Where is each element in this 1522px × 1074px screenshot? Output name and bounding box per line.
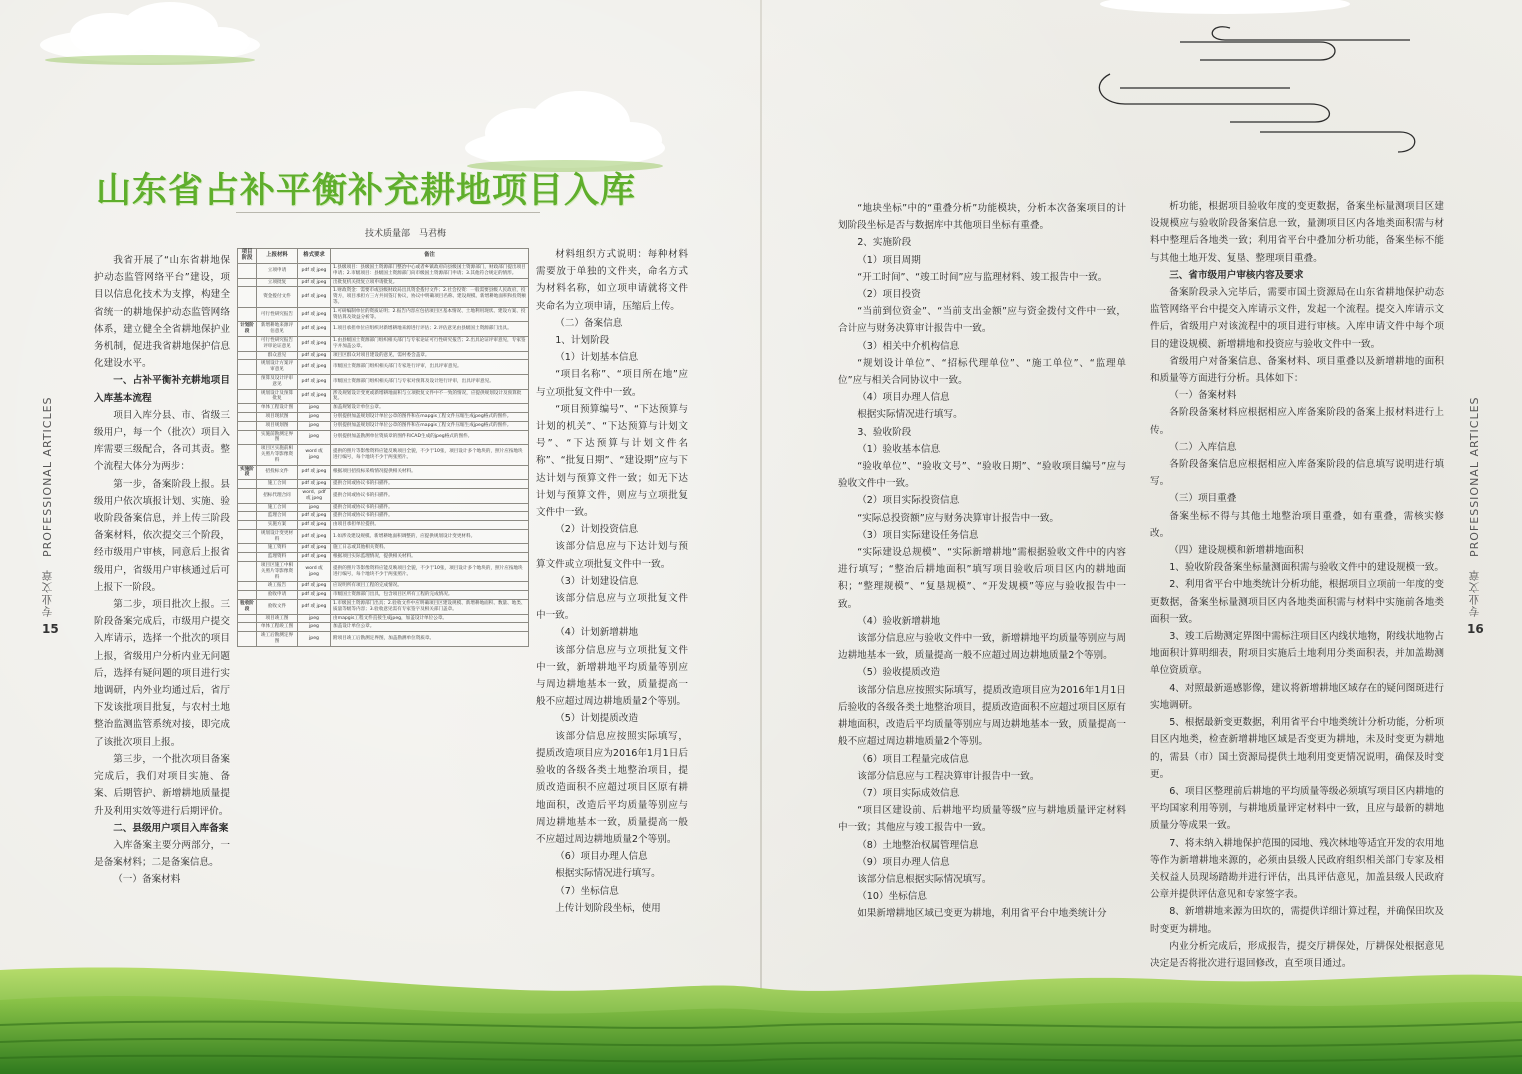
paragraph: （9）项目办理人信息: [857, 856, 950, 868]
paragraph: （3）相关中介机构信息: [857, 340, 960, 352]
table-header: 格式要求: [298, 249, 331, 264]
section-label-right: 专业文章 PROFESSIONAL ARTICLES: [1468, 396, 1481, 617]
table-row: [238, 307, 529, 322]
table-cell-material: 规划设计变更材料: [257, 529, 298, 544]
table-cell-note: 提供的照片等影像资料应能反映项目全貌，不少于10张，项目设计多个地块的，照片应按地块进行编号，每个地块不少于两张照片。: [331, 562, 529, 582]
table-cell-stage: [238, 512, 257, 521]
paragraph: （6）项目办理人信息: [555, 851, 648, 863]
table-cell-stage: [238, 553, 257, 562]
table-cell-note: 提供的照片等影像资料应能反映项目全貌，不少于10张，项目设计多个地块的，照片应按地块进行编号，每个地块不少于两张照片。: [331, 445, 529, 465]
table-cell-format: word、pdf 或 jpeg: [298, 488, 331, 503]
table-cell-note: 出批复机关批复立项申请批复。: [331, 278, 529, 287]
paragraph: 该部分信息应与工程决算审计报告中一致。: [857, 770, 1040, 782]
table-cell-material: 验收申请: [257, 591, 298, 600]
table-cell-note: 1.如涉及建设规模、新增耕地面积调整的，应提供规划设计变更材料。: [331, 529, 529, 544]
table-row: [238, 488, 529, 503]
table-cell-material: 实施前勘测定界图: [257, 430, 298, 445]
table-cell-material: 项目区实施前相关照片等影像资料: [257, 445, 298, 465]
paragraph: （5）验收提质改造: [857, 667, 941, 679]
paragraph: （8）土地整治权属管理信息: [857, 839, 979, 851]
table-row: [238, 600, 529, 615]
paragraph: 该部分信息应与立项批复文件中一致。: [536, 593, 688, 622]
table-cell-stage: [238, 488, 257, 503]
table-row: [238, 421, 529, 430]
paragraph: 该部分信息应与验收文件中一致，新增耕地平均质量等别应与周边耕地基本一致，质量提高一般不应超过周边耕地质量2个等别。: [838, 633, 1126, 662]
table-row: [238, 445, 529, 465]
table-cell-format: pdf 或 jpeg: [298, 278, 331, 287]
table-row: [238, 521, 529, 530]
table-cell-note: 根据项目招投标采购情况提供相关材料。: [331, 465, 529, 480]
text-column-5: [1150, 198, 1444, 972]
paragraph: （三）项目重叠: [1169, 493, 1237, 505]
paragraph: （1）计划基本信息: [555, 352, 639, 364]
table-row: [238, 465, 529, 480]
table-row: [238, 503, 529, 512]
table-row: [238, 374, 529, 389]
table-row: [238, 351, 529, 360]
table-cell-note: 提供合同或协议书的扫描件。: [331, 488, 529, 503]
table-cell-stage: [238, 404, 257, 413]
paragraph: 2、利用省平台中地类统计分析功能，根据项目立项前一年度的变更数据，备案坐标量测项目区内各地类面积需与材料中实施前各地类面积一致。: [1150, 579, 1444, 625]
table-row: [238, 562, 529, 582]
table-cell-material: 监理合同: [257, 512, 298, 521]
table-cell-note: 提供合同或协议书的扫描件。: [331, 480, 529, 489]
paragraph: 该部分信息根据实际情况填写。: [857, 873, 992, 885]
paragraph: （3）计划建设信息: [555, 575, 639, 587]
paragraph: 该部分信息应与立项批复文件中一致，新增耕地平均质量等别应与周边耕地基本一致，质量提高一般不应超过周边耕地质量2个等别。: [536, 644, 688, 708]
table-cell-material: 施工资料: [257, 544, 298, 553]
page-number-right: 16: [1467, 622, 1484, 636]
section-heading: 一、占补平衡补充耕地项目入库基本流程: [94, 375, 230, 404]
wind-swirl-decoration: [1080, 12, 1420, 162]
table-cell-format: jpeg: [298, 614, 331, 623]
table-cell-format: pdf 或 jpeg: [298, 582, 331, 591]
table-row: [238, 389, 529, 404]
paragraph: 2、实施阶段: [857, 237, 912, 249]
table-cell-material: 项目区施工中相关照片等影像资料: [257, 562, 298, 582]
table-cell-material: 招标代理合同: [257, 488, 298, 503]
table-cell-stage: [238, 632, 257, 647]
paragraph: “规划设计单位”、“招标代理单位”、“施工单位”、“监理单位”应与相关合同协议中一致。: [838, 357, 1126, 387]
paragraph: 项目入库分县、市、省级三级用户，每一个（批次）项目入库需要三级配合，各司其责。整个流程大体分为两步：: [94, 409, 230, 473]
table-cell-format: pdf 或 jpeg: [298, 287, 331, 307]
table-cell-stage: [238, 264, 257, 279]
table-cell-note: 1.项目承担单位应组织对新增耕地来源进行评估；2.评估意见由县级国土资源部门出具。: [331, 322, 529, 337]
table-cell-note: 附项目竣工后勘测定界图，加盖勘测单位资质章。: [331, 632, 529, 647]
table-cell-note: 1.县级项目：县级国土资源部门整治中心或者乡镇政府向县级国土资源部门，财政部门提出项目申请；2.市级项目：县级国土资源部门向市级国土资源部门申请；3.其他符合规定的情形。: [331, 264, 529, 279]
table-cell-note: 1.市级国土资源部门出具；2.验收文件中应明确项目区建设规模、新增耕地面积、数量、地类、质量等级等内容；3.验收意见需有专家签字及相关部门盖章。: [331, 600, 529, 615]
table-header: 备注: [331, 249, 529, 264]
table-cell-material: 验收文件: [257, 600, 298, 615]
table-header-row: [238, 249, 529, 264]
table-cell-format: pdf 或 jpeg: [298, 360, 331, 375]
paragraph: “开工时间”、“竣工时间”应与监理材料、竣工报告中一致。: [857, 271, 1108, 283]
paragraph: 5、根据最新变更数据，利用省平台中地类统计分析功能，分析项目区内地类，检查新增耕地区域是否变更为耕地，未及时变更为耕地的，需县（市）国土资源局提供土地利用变更情况说明，确保及时变更。: [1150, 717, 1444, 780]
table-cell-stage: [238, 503, 257, 512]
table-row: [238, 322, 529, 337]
table-cell-note: 提供合同或协议书的扫描件。: [331, 512, 529, 521]
table-cell-stage: [238, 591, 257, 600]
table-row: [238, 591, 529, 600]
table-cell-material: 竣工报告: [257, 582, 298, 591]
table-row: [238, 287, 529, 307]
table-row: [238, 360, 529, 375]
paragraph: 3、验收阶段: [857, 426, 912, 438]
article-title: 山东省占补平衡补充耕地项目入库: [96, 171, 637, 211]
page-spine: [760, 0, 762, 1074]
table-cell-material: 立项申请: [257, 264, 298, 279]
paragraph: 省级用户对备案信息、备案材料、项目重叠以及新增耕地的面积和质量等方面进行分析。具体如下：: [1150, 355, 1444, 385]
paragraph: 备案阶段录入完毕后，需要市国土资源局在山东省耕地保护动态监管网络平台中提交入库请示文件，发起一个流程。提交入库请示文件后，省级用户对该流程中的项目进行审核。入库申请文件中每个项目的建设规模、新增耕地和投资应与验收文件中一致。: [1150, 287, 1444, 350]
table-cell-stage: [238, 389, 257, 404]
table-cell-stage: [238, 430, 257, 445]
paragraph: 该部分信息应按照实际填写，提质改造项目应为2016年1月1日后验收的各级各类土地整治项目，提质改造面积不应超过项目区原有耕地面积，改造后平均质量等别应与周边耕地基本一致，质量提高一般不应超过周边耕地质量2个等别。: [536, 730, 688, 845]
table-cell-material: 规划设计及预算批复: [257, 389, 298, 404]
paragraph: （二）入库信息: [1169, 441, 1237, 453]
table-cell-material: 项目现状图: [257, 412, 298, 421]
table-cell-material: 群众意见: [257, 351, 298, 360]
paragraph: （6）项目工程量完成信息: [857, 753, 969, 765]
table-cell-format: jpeg: [298, 632, 331, 647]
paragraph: 备案坐标不得与其他土地整治项目重叠，如有重叠，需核实修改。: [1150, 510, 1444, 539]
table-cell-stage: [238, 614, 257, 623]
table-row: [238, 264, 529, 279]
paragraph: 6、项目区整理前后耕地的平均质量等级必须填写项目区内耕地的平均国家利用等别，与耕地质量评定材料中一致，且应与最新的耕地质量分等成果一致。: [1150, 785, 1444, 832]
paragraph: 1、计划阶段: [555, 335, 610, 347]
paragraph: 析功能，根据项目验收年度的变更数据，备案坐标量测项目区建设规模应与验收阶段备案信息一致，量测项目区内各地类面积需与材料中整理后各地类一致；利用省平台中叠加分析功能，备案坐标不能与其他土地开发、复垦、整理项目重叠。: [1150, 201, 1444, 264]
table-cell-stage: [238, 278, 257, 287]
paragraph: 第二步，项目批次上报。三阶段备案完成后，市级用户提交入库请示，选择一个批次的项目上报，省级用户分析内业无问题后，选择有疑问题的项目进行实地调研，内外业均通过后，省厅下发该批项目批复，与农村土地整治监测监管系统对接，即完成了该批次项目上报。: [94, 599, 230, 748]
paragraph: 该部分信息应按照实际填写，提质改造项目应为2016年1月1日后验收的各级各类土地整治项目，提质改造面积不应超过项目区原有耕地面积，改造后平均质量等别应与周边耕地基本一致，质量提高一般不应超过周边耕地质量2个等别。: [838, 684, 1126, 748]
table-cell-stage: [238, 374, 257, 389]
table-cell-format: pdf 或 jpeg: [298, 529, 331, 544]
table-cell-material: 招投标文件: [257, 465, 298, 480]
section-heading: 三、省市级用户审核内容及要求: [1169, 269, 1304, 281]
paragraph: 8、新增耕地来源为田坎的，需提供详细计算过程，并确保田坎及时变更为耕地。: [1150, 906, 1444, 935]
paragraph: 如果新增耕地区域已变更为耕地，利用省平台中地类统计分: [857, 908, 1107, 920]
table-row: [238, 412, 529, 421]
paragraph: （四）建设规模和新增耕地面积: [1169, 545, 1304, 557]
paragraph: 各阶段备案信息应根据相应入库备案阶段的信息填写说明进行填写。: [1150, 459, 1444, 488]
paragraph: 第三步，一个批次项目备案完成后，我们对项目实施、备案、后期管护、新增耕地质量提升及利用实效等进行后期评价。: [94, 753, 230, 817]
paragraph: 入库备案主要分两部分，一是备案材料；二是备案信息。: [94, 839, 230, 869]
paragraph: （2）计划投资信息: [555, 524, 639, 536]
paragraph: 根据实际情况进行填写。: [555, 868, 661, 880]
table-row: [238, 544, 529, 553]
paragraph: （7）项目实际成效信息: [857, 787, 960, 799]
table-row: [238, 623, 529, 632]
table-cell-stage: [238, 445, 257, 465]
table-cell-stage: [238, 582, 257, 591]
text-column-4: [838, 200, 1126, 923]
table-cell-format: jpeg: [298, 430, 331, 445]
tea-field-landscape: [0, 930, 1522, 1074]
table-cell-stage: [238, 544, 257, 553]
table-cell-format: jpeg: [298, 412, 331, 421]
table-cell-note: 1.财政资金：需要市或县级财政局出具资金拨付文件；2.社会投资：一般需要县级人民政府，投资方，项目承担方三方共同签订协议，协议中明确项目名称、建设规模、新增耕地面积和投资额等。: [331, 287, 529, 307]
table-cell-stage: [238, 412, 257, 421]
paragraph: （4）计划新增耕地: [555, 627, 639, 639]
table-cell-stage: [238, 529, 257, 544]
paragraph: “验收单位”、“验收文号”、“验收日期”、“验收项目编号”应与验收文件中一致。: [838, 461, 1126, 490]
table-row: [238, 614, 529, 623]
table-cell-note: 分别提供加盖规划设计单位公章的图件和在mapgis工程文件压缩生成jpeg格式的图件。: [331, 421, 529, 430]
table-cell-format: pdf 或 jpeg: [298, 600, 331, 615]
text-column-1: [94, 252, 230, 889]
table-row: [238, 632, 529, 647]
title-divider: [236, 212, 540, 213]
paragraph: 7、将未纳入耕地保护范围的园地、残次林地等适宜开发的农用地等作为新增耕地来源的，必须由县级人民政府组织相关部门专家及相关权益人员现场踏勘并进行评估，出具评估意见，加盖县级人民政府公章并提供评估意见和专家签字表。: [1150, 837, 1444, 901]
paragraph: （1）项目周期: [857, 254, 921, 266]
table-cell-note: 市级国土资源部门组织相关部门专家进行评审，出具评审意见。: [331, 360, 529, 375]
table-cell-material: 立项批复: [257, 278, 298, 287]
table-cell-format: pdf 或 jpeg: [298, 264, 331, 279]
paragraph: 根据实际情况进行填写。: [857, 409, 963, 421]
table-cell-format: pdf 或 jpeg: [298, 521, 331, 530]
table-cell-format: pdf 或 jpeg: [298, 553, 331, 562]
table-cell-note: 分别提供加盖勘测单位资质章的图件和CAD生成的jpeg格式的图件。: [331, 430, 529, 445]
table-cell-format: pdf 或 jpeg: [298, 322, 331, 337]
paragraph: 4、对照最新遥感影像，建议将新增耕地区域存在的疑问图斑进行实地调研。: [1150, 682, 1444, 711]
paragraph: （7）坐标信息: [555, 885, 619, 897]
table-cell-material: 项目竣工图: [257, 614, 298, 623]
table-cell-material: 单体工程设计图: [257, 404, 298, 413]
table-cell-material: 预算及设计评审意见: [257, 374, 298, 389]
table-cell-note: 由项目承担单位提供。: [331, 521, 529, 530]
table-cell-note: 分别提供加盖规划设计单位公章的图件和在mapgis工程文件压缩生成jpeg格式的图件。: [331, 412, 529, 421]
table-cell-note: 应说明所有项目工程的完成情况。: [331, 582, 529, 591]
table-cell-stage: [238, 562, 257, 582]
paragraph: （4）验收新增耕地: [857, 615, 941, 627]
paragraph: 3、竣工后勘测定界图中需标注项目区内线状地物，附线状地物占地面积计算明细表，附项目实施后土地利用分类面积表，并加盖勘测单位资质章。: [1150, 631, 1444, 677]
table-cell-material: 规划设计方案评审意见: [257, 360, 298, 375]
table-header: 项目阶段: [238, 249, 257, 264]
paragraph: （一）备案材料: [113, 874, 181, 886]
table-cell-material: 施工合同: [257, 503, 298, 512]
table-cell-note: 项目区群众对项目建设的意见，需村委会盖章。: [331, 351, 529, 360]
table-cell-material: 新增耕地来源评估意见: [257, 322, 298, 337]
table-cell-format: pdf 或 jpeg: [298, 389, 331, 404]
page-number-left: 15: [42, 622, 59, 636]
table-cell-note: 1.由县级国土资源部门组织相关部门与专家论证可行性研究报告；2.出具论证评审意见，专家签字并加盖公章。: [331, 336, 529, 351]
paragraph: （4）项目办理人信息: [857, 392, 950, 404]
paragraph: 内业分析完成后，形成报告，提交厅耕保处，厅耕保处根据意见决定是否将批次进行退回修改，直至项目通过。: [1150, 940, 1444, 969]
table-cell-stage: [238, 623, 257, 632]
paragraph: “实际建设总规模”、“实际新增耕地”需根据验收文件中的内容进行填写；“整治后耕地面积”填写项目验收后项目区内的耕地面积；“整理规模”、“复垦规模”、“开发规模”等应与验收报告中一致。: [838, 547, 1126, 610]
table-header: 上报材料: [257, 249, 298, 264]
table-row: [238, 582, 529, 591]
section-label-left: 专业文章 PROFESSIONAL ARTICLES: [41, 396, 54, 617]
table-cell-material: 资金拨付文件: [257, 287, 298, 307]
cloud-decoration-top-left: [30, 0, 270, 70]
table-row: [238, 404, 529, 413]
table-cell-stage: 验收阶段: [238, 600, 257, 615]
table-row: [238, 480, 529, 489]
paragraph: （1）验收基本信息: [857, 443, 941, 455]
table-cell-note: 加盖设计单位公章。: [331, 623, 529, 632]
table-cell-material: 监理资料: [257, 553, 298, 562]
table-cell-note: 由mapgis工程文件直接生成jpeg，加盖设计单位公章。: [331, 614, 529, 623]
table-cell-material: 可行性研究报告: [257, 307, 298, 322]
paragraph: （2）项目投资: [857, 289, 921, 301]
paragraph: 第一步，备案阶段上报。县级用户依次填报计划、实施、验收阶段备案信息，并上传三阶段备案材料，依次提交三个阶段，经市级用户审核，同意后上报省级用户，省级用户审核通过后可上报下一阶段。: [94, 478, 230, 593]
table-row: [238, 278, 529, 287]
paragraph: 我省开展了“山东省耕地保护动态监管网络平台”建设，项目以信息化技术为支撑，构建全省统一的耕地保护动态监管网络体系，建立健全全省耕地保护业务机制，促进我省耕地保护信息化建设水平。: [94, 255, 230, 370]
table-cell-stage: [238, 421, 257, 430]
table-cell-format: pdf 或 jpeg: [298, 351, 331, 360]
table-cell-stage: [238, 351, 257, 360]
table-cell-note: 市级国土资源部门出具，包含项目区所有工程的完成情况。: [331, 591, 529, 600]
table-cell-stage: [238, 521, 257, 530]
paragraph: “实际总投资额”应与财务决算审计报告中一致。: [857, 512, 1060, 524]
table-cell-format: pdf 或 jpeg: [298, 465, 331, 480]
table-cell-format: pdf 或 jpeg: [298, 591, 331, 600]
table-cell-format: jpeg: [298, 421, 331, 430]
table-cell-stage: 计划阶段: [238, 322, 257, 337]
table-row: [238, 512, 529, 521]
table-cell-format: word 或 jpeg: [298, 562, 331, 582]
paragraph: “项目区建设前、后耕地平均质量等级”应与耕地质量评定材料中一致；其他应与竣工报告中一致。: [838, 805, 1126, 834]
table-cell-format: jpeg: [298, 623, 331, 632]
table-row: [238, 430, 529, 445]
table-cell-material: 项目规划图: [257, 421, 298, 430]
paragraph: “当前到位资金”、“当前支出金额”应与资金拨付文件中一致，合计应与财务决算审计报告中一致。: [838, 306, 1126, 335]
paragraph: 上传计划阶段坐标，使用: [555, 902, 661, 914]
table-cell-format: pdf 或 jpeg: [298, 374, 331, 389]
table-row: [238, 336, 529, 351]
paragraph: （二）备案信息: [555, 317, 623, 329]
paragraph: 各阶段备案材料应根据相应入库备案阶段的备案上报材料进行上传。: [1150, 407, 1444, 436]
table-cell-note: 加盖规划设计单位公章。: [331, 404, 529, 413]
table-cell-stage: [238, 480, 257, 489]
table-cell-stage: [238, 360, 257, 375]
paragraph: （3）项目实际建设任务信息: [857, 529, 979, 541]
table-cell-format: jpeg: [298, 404, 331, 413]
table-cell-format: pdf 或 jpeg: [298, 512, 331, 521]
paragraph: （一）备案材料: [1169, 390, 1237, 402]
table-cell-material: 施工合同: [257, 480, 298, 489]
paragraph: （10）坐标信息: [857, 891, 927, 903]
table-cell-stage: 实施阶段: [238, 465, 257, 480]
paragraph: “项目名称”、“项目所在地”应与立项批复文件中一致。: [536, 369, 688, 398]
table-cell-format: pdf 或 jpeg: [298, 480, 331, 489]
table-cell-format: word 或 jpeg: [298, 445, 331, 465]
materials-requirements-table: [237, 248, 529, 647]
paragraph: 材料组织方式说明：每种材料需要放于单独的文件夹，命名方式为材料名称，如立项申请就将文件夹命名为立项申请，压缩后上传。: [536, 249, 688, 312]
paragraph: “项目预算编号”、“下达预算与计划的机关”、“下达预算与计划文号”、“下达预算与计划文件名称”、“批复日期”、“建设期”应与下达计划与预算文件一致；如无下达计划与预算文件，则应与立项批复文件中一致。: [536, 403, 688, 519]
table-row: [238, 529, 529, 544]
table-cell-format: pdf 或 jpeg: [298, 544, 331, 553]
section-heading: 二、县级用户项目入库备案: [113, 822, 229, 834]
table-cell-stage: [238, 336, 257, 351]
table-cell-material: 可行性研究报告评审论证意见: [257, 336, 298, 351]
paragraph: “地块坐标”中的“重叠分析”功能模块，分析本次备案项目的计划阶段坐标是否与数据库中其他项目坐标有重叠。: [838, 203, 1126, 232]
table-cell-note: 施工日志或其他相关资料。: [331, 544, 529, 553]
table-cell-note: 提供合同或协议书的扫描件。: [331, 503, 529, 512]
article-author: 技术质量部 马君梅: [365, 229, 447, 239]
table-cell-stage: [238, 287, 257, 307]
paragraph: （5）计划提质改造: [555, 713, 639, 725]
table-cell-format: jpeg: [298, 503, 331, 512]
table-cell-format: pdf 或 jpeg: [298, 307, 331, 322]
table-cell-stage: [238, 307, 257, 322]
table-cell-note: 根据项目实际监理情况，提供相关材料。: [331, 553, 529, 562]
table-cell-material: 实施方案: [257, 521, 298, 530]
table-row: [238, 553, 529, 562]
table-cell-format: pdf 或 jpeg: [298, 336, 331, 351]
table-cell-note: 涉及规划设计变更或新增耕地面积与立项批复文件中不一致的情况，应提供规划设计及预算批复。: [331, 389, 529, 404]
table-cell-material: 竣工后勘测定界图: [257, 632, 298, 647]
table-cell-note: 1.可研编制单位的资质证明；2.报告内容应包括项目区基本情况、土地利用现状、建设方案、投资估算及效益分析等。: [331, 307, 529, 322]
table-cell-material: 单体工程竣工图: [257, 623, 298, 632]
paragraph: 1、验收阶段备案坐标量测面积需与验收文件中的建设规模一致。: [1169, 562, 1444, 574]
paragraph: 该部分信息应与下达计划与预算文件或立项批复文件中一致。: [536, 541, 688, 570]
text-column-3: [536, 246, 688, 917]
paragraph: （2）项目实际投资信息: [857, 495, 960, 507]
table-cell-note: 市级国土资源部门组织相关部门与专家对预算及设计进行评审，出具评审意见。: [331, 374, 529, 389]
